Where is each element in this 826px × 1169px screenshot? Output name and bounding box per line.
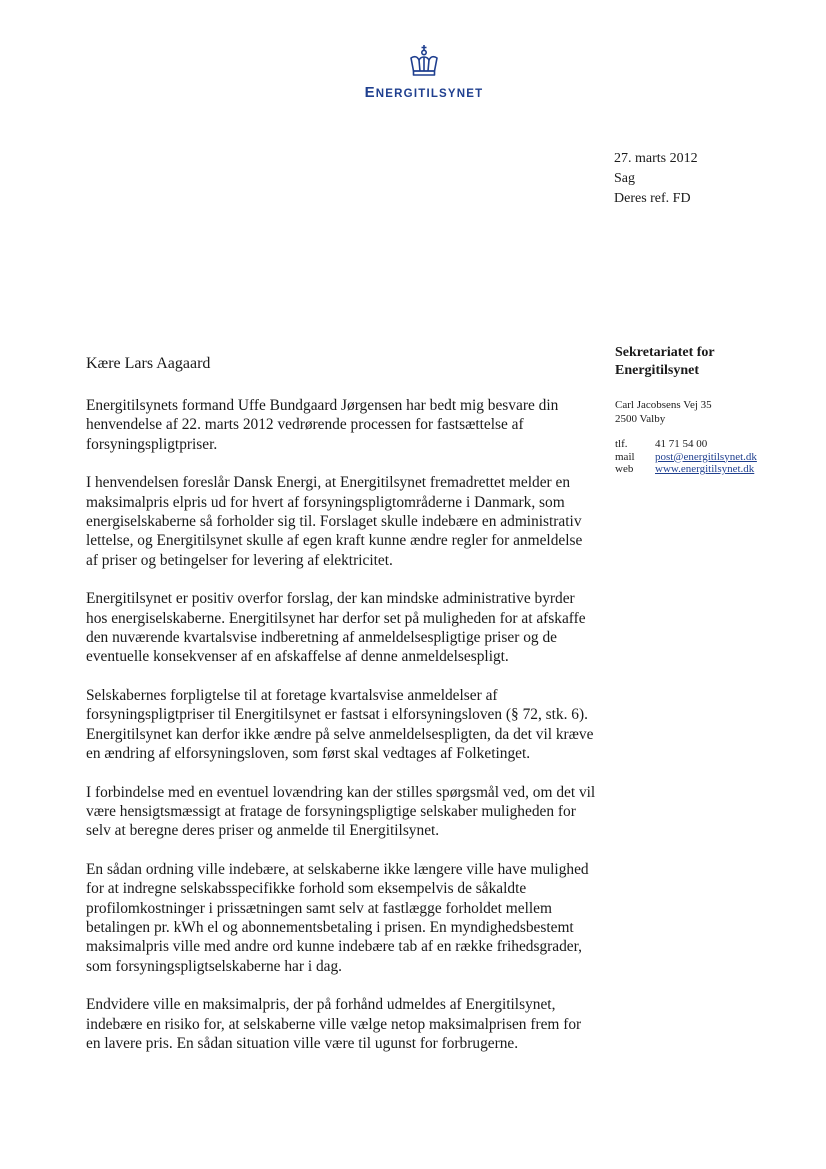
web-link[interactable]: www.energitilsynet.dk: [655, 463, 755, 475]
paragraph: I forbindelse med en eventuel lovændring kan der stilles spørgsmål ved, om det vil være hensigtsmæssigt at fratage de forsyningspligtige selskaber muligheden for selv at beregne deres priser og anmelde til Energitilsynet.: [86, 783, 596, 840]
letter-body: [86, 396, 598, 1073]
reference: Deres ref. FD: [614, 191, 691, 206]
paragraph: Selskabernes forpligtelse til at foretage kvartalsvise anmeldelser af forsyningspligtpriser til Energitilsynet er fastsat i elforsyningsloven (§ 72, stk. 6). Energitilsynet kan derfor ikke ændre på selve anmeldelsespligten, da det vil kræve en ændring af elforsyningsloven, som først skal vedtages af Folketinget.: [86, 687, 594, 762]
mail-link[interactable]: post@energitilsynet.dk: [655, 450, 757, 463]
phone-number: 41 71 54 00: [655, 438, 708, 450]
paragraph: En sådan ordning ville indebære, at selskaberne ikke længere ville have mulighed for at indregne selskabsspecifikke forhold som eksempelvis de såkaldte profilomkostninger i prissætningen samt selv at fastlægge forholdet mellem betalingen pr. kWh el og abonnementsbetaling i prisen. En myndighedsbestemt maksimalpris ville med andre ord kunne indebære tab af en række frihedsgrader, som forsyningspligtselskaberne har i dag.: [86, 861, 589, 975]
salutation: Kære Lars Aagaard: [86, 355, 211, 372]
letter-date: 27. marts 2012: [614, 151, 698, 166]
mail-label: mail: [615, 450, 635, 463]
sender-street: Carl Jacobsens Vej 35: [615, 399, 712, 411]
paragraph: Endvidere ville en maksimalpris, der på forhånd udmeldes af Energitilsynet, indebære en risiko for, at selskaberne ville vælge netop maksimalprisen frem for en lavere pris. En sådan situation ville være til ugunst for forbrugerne.: [86, 996, 582, 1053]
case-label: Sag: [614, 171, 635, 186]
web-label: web: [615, 463, 634, 475]
letter-meta: [614, 149, 698, 209]
logo-wordmark: ENERGITILSYNET: [364, 84, 484, 101]
sender-block: [615, 344, 815, 476]
paragraph: Energitilsynets formand Uffe Bundgaard Jørgensen har bedt mig besvare din henvendelse af 22. marts 2012 vedrørende processen for fastsættelse af forsyningspligtpriser.: [86, 397, 559, 453]
crown-icon: [409, 44, 439, 78]
letterhead-logo: [356, 44, 492, 101]
contact-info: [615, 438, 815, 476]
sender-title: [615, 344, 815, 380]
paragraph: Energitilsynet er positiv overfor forslag, der kan mindske administrative byrder hos energiselskaberne. Energitilsynet har derfor set på muligheden for at afskaffe den nuværende kvartalsvise indberetning af anmeldelsespligtige priser og de eventuelle konsekvenser af en afskaffelse af denne anmeldelsespligt.: [86, 590, 586, 666]
phone-label: tlf.: [615, 438, 628, 450]
sender-city: 2500 Valby: [615, 413, 666, 425]
sender-title-line1: Sekretariatet for: [615, 345, 715, 360]
paragraph: I henvendelsen foreslår Dansk Energi, at Energitilsynet fremadrettet melder en maksimalpris elpris ud for hvert af forsyningspligtområderne i Danmark, som energiselskaberne så forholder sig til. Forslaget skulle indebære en administrativ lettelse, og Energitilsynet skulle af egen kraft kunne ændre regler for anmeldelse af priser og betingelser for levering af elektricitet.: [86, 474, 583, 569]
sender-title-line2: Energitilsynet: [615, 363, 699, 378]
